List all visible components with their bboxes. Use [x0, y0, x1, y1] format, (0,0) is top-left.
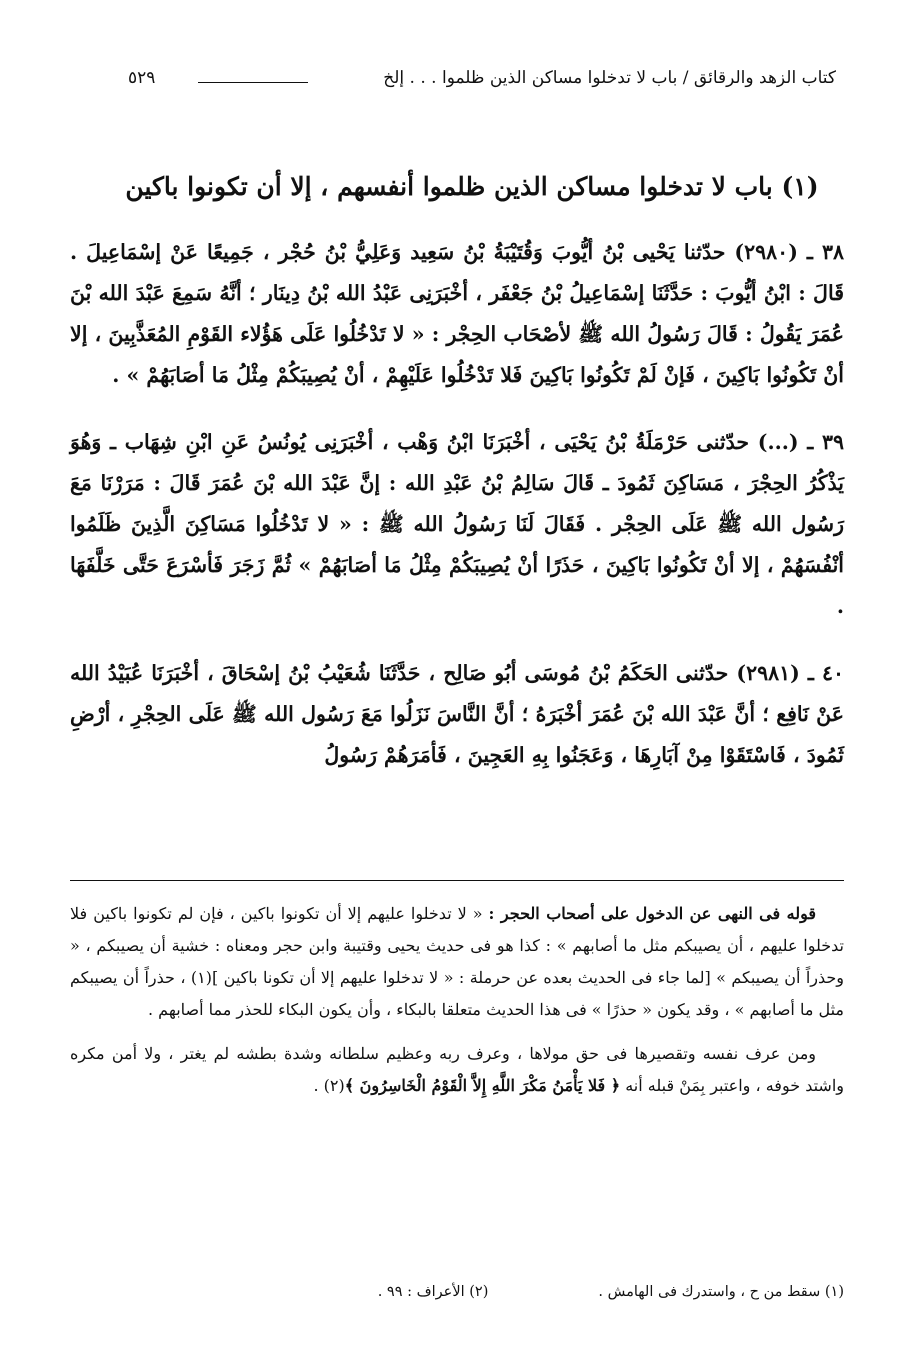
header-rule	[198, 82, 308, 83]
commentary-lead: قوله فى النهى عن الدخول على أصحاب الحجر :	[488, 904, 817, 923]
commentary-paragraph	[70, 898, 844, 1026]
running-title: كتاب الزهد والرقائق / باب لا تدخلوا مساكن الذين ظلموا . . . إلخ	[383, 68, 836, 88]
commentary-separator	[70, 880, 844, 881]
hadith-39: ٣٩ ـ (...) حدّثنى حَرْمَلَةُ بْنُ يَحْيَى ، أخْبَرَنَا ابْنُ وَهْب ، أخْبَرَنِى يُونُسُ عَنِ ابْنِ شِهَاب ـ وَهُوَ يَذْكُرُ الحِجْرَ ، مَسَاكِنَ ثَمُودَ ـ قَالَ سَالِمُ بْنُ عَبْدِ الله : إنَّ عَبْدَ الله بْنَ عُمَرَ قَالَ : مَرَرْنَا مَعَ رَسُول الله ﷺ عَلَى الحِجْر . فَقَالَ لَنَا رَسُولُ الله ﷺ : « لا تَدْخُلُوا مَسَاكِنَ الَّذِينَ ظَلَمُوا أنْفُسَهُمْ ، إلا أنْ تَكُونُوا بَاكِينَ ، حَذَرًا أنْ يُصِيبَكُمْ مِثْلُ مَا أصَابَهُمْ » ثُمَّ زَجَرَ فَأسْرَعَ حَتَّى خَلَّفَهَا .	[70, 430, 844, 618]
commentary	[70, 898, 844, 1102]
hadith-40: ٤٠ ـ (٢٩٨١) حدّثنى الحَكَمُ بْنُ مُوسَى أبُو صَالِح ، حَدَّثَنَا شُعَيْبُ بْنُ إسْحَاقَ ، أخْبَرَنَا عُبَيْدُ الله عَنْ نَافِع ؛ أنَّ عَبْدَ الله بْنَ عُمَرَ أخْبَرَهُ ؛ أنَّ النَّاسَ نَزَلُوا مَعَ رَسُول الله ﷺ عَلَى الحِجْرِ ، أرْضِ ثَمُودَ ، فَاسْتَقَوْا مِنْ آبَارِهَا ، وَعَجَنُوا بِهِ العَجِينَ ، فَأمَرَهُمْ رَسُولُ	[70, 661, 844, 767]
commentary-end: (٢) .	[313, 1076, 345, 1095]
chapter-title: (١) باب لا تدخلوا مساكن الذين ظلموا أنفسهم ، إلا أن تكونوا باكين	[125, 172, 819, 201]
page-number: ٥٢٩	[128, 68, 156, 88]
commentary-body: ومن عرف نفسه وتقصيرها فى حق مولاها ، وعرف ربه وعظيم سلطانه وشدة بطشه لم يغتر ، ولا أمن مكره واشتد خوفه ، واعتبر بِمَنْ قبله أنه	[70, 1044, 844, 1095]
running-header	[128, 64, 836, 98]
commentary-paragraph	[70, 1038, 844, 1102]
hadith-text	[70, 232, 844, 776]
quran-verse: ﴿ فَلا يَأْمَنُ مَكْرَ اللَّهِ إِلاَّ الْقَوْمُ الْخَاسِرُونَ ﴾	[344, 1076, 621, 1095]
commentary-body: « لا تدخلوا عليهم إلا أن تكونوا باكين ، فإن لم تكونوا باكين فلا تدخلوا عليهم ، أن يصيبكم مثل ما أصابهم » : كذا هو فى حديث يحيى وقتيبة وابن حجر ومعناه : خشية أن يصيبكم ، « وحذراً أن يصيبكم » [لما جاء فى الحديث بعده عن حرملة : « لا تدخلوا عليهم إلا أن تكونا باكين ](١) ، حذراً أن يصيبكم مثل ما أصابهم » ، وقد يكون « حذرًا » فى هذا الحديث متعلقا بالبكاء ، وأن يكون البكاء للحذر مما أصابهم .	[70, 904, 845, 1019]
footnote-2: (٢) الأعراف : ٩٩ .	[377, 1284, 489, 1300]
footnote-1: (١) سقط من ح ، واستدرك فى الهامش .	[598, 1284, 844, 1300]
hadith-38: ٣٨ ـ (٢٩٨٠) حدّثنا يَحْيى بْنُ أيُّوبَ وَقُتَيْبَةُ بْنُ سَعِيد وَعَلِيُّ بْنُ حُجْر ، جَمِيعًا عَنْ إسْمَاعِيلَ . قَالَ : ابْنُ أيُّوبَ : حَدَّثَنَا إسْمَاعِيلُ بْنُ جَعْفَر ، أخْبَرَنِى عَبْدُ الله بْنُ دِينَار ؛ أنَّهُ سَمِعَ عَبْدَ الله بْنَ عُمَرَ يَقُولُ : قَالَ رَسُولُ الله ﷺ لأصْحَاب الحِجْر : « لا تَدْخُلُوا عَلَى هَؤُلاء القَوْمِ المُعَذَّبِينَ ، إلا أنْ تَكُونُوا بَاكِينَ ، فَإنْ لَمْ تَكُونُوا بَاكِينَ فَلا تَدْخُلُوا عَلَيْهِمْ ، أنْ يُصِيبَكُمْ مِثْلُ مَا أصَابَهُمْ » .	[70, 240, 845, 387]
footnotes	[100, 1284, 844, 1300]
